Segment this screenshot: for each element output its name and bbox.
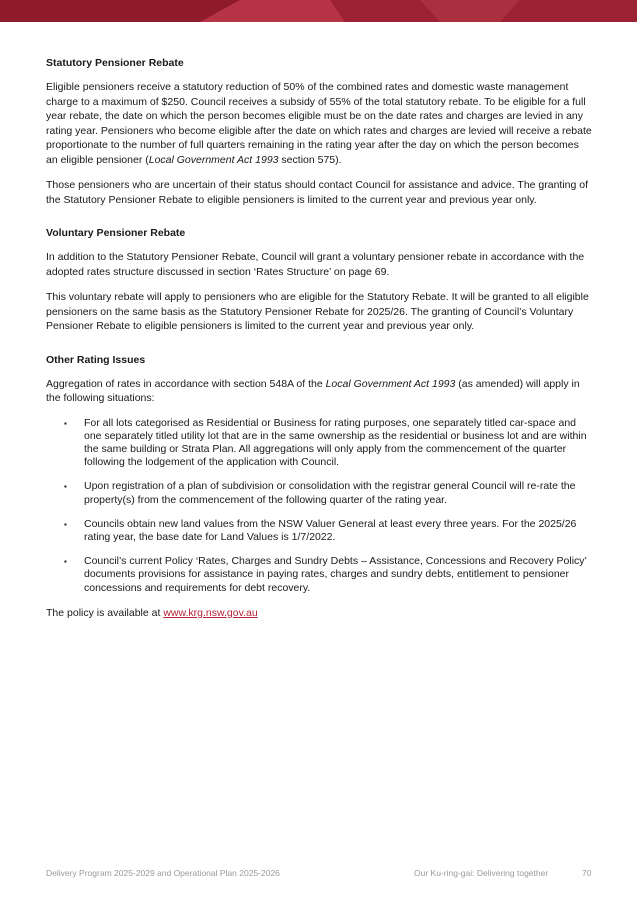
list-item: ▪ Upon registration of a plan of subdivision or consolidation with the registrar general Council will re-rate the property(s) from the commencement of the following quarter of the rating year. (64, 480, 576, 506)
list-item: ▪ Council’s current Policy ‘Rates, Charges and Sundry Debts – Assistance, Concessions and Recovery Policy’ documents provisions for assistance in paying rates, charges and sundry debts, entitlement to pensioner concessions and requirements for debt recovery. (64, 555, 587, 594)
header-banner (0, 0, 637, 22)
bullet-icon: ▪ (64, 557, 67, 567)
other-heading: Other Rating Issues (46, 353, 146, 366)
statutory-heading: Statutory Pensioner Rebate (46, 57, 184, 69)
bullet-icon: ▪ (64, 519, 67, 529)
other-intro: Aggregation of rates in accordance with section 548A of the Local Government Act 1993 (as amended) will apply in the following situations: (46, 377, 580, 404)
voluntary-paragraph-1: In addition to the Statutory Pensioner Rebate, Council will grant a voluntary pensioner rebate in accordance with the adopted rates structure discussed in section ‘Rates Structure’ on page 69. (46, 251, 585, 278)
voluntary-paragraph-2: This voluntary rebate will apply to pensioners who are eligible for the Statutory Rebate. It will be granted to all eligible pensioners on the same basis as the Statutory Pensioner Rebate for 2025/26. The granting of Council’s Voluntary Pensioner Rebate to eligible pensioners is limited to the current year and previous year only. (46, 291, 589, 332)
list-item: ▪ For all lots categorised as Residential or Business for rating purposes, one separately titled car-space and one separately titled utility lot that are in the same ownership as the residential or business lot and are within the same building or Strata Plan. All aggregations will only apply from the commencement of the quarter following the lodgement of the application with Council. (64, 416, 587, 469)
footer-tagline: Our Ku-ring-gai: Delivering together (414, 868, 549, 878)
aggregation-list (46, 417, 592, 595)
statutory-paragraph-1: Eligible pensioners receive a statutory reduction of 50% of the combined rates and domestic waste management charge to a maximum of $250. Council receives a subsidy of 55% of the total statutory rebate. To be eligible for a full year rebate, the date on which the person becomes eligible must be on the date rates and charges are levied in any rating year. Pensioners who become eligible after the date on which rates and charges are levied will receive a rebate proportionate to the number of full quarters remaining in the rating year after the day on which the person becomes an eligible pensioner (Local Government Act 1993 section 575). (46, 81, 592, 166)
policy-paragraph: The policy is available at www.krg.nsw.gov.au (46, 606, 258, 619)
voluntary-heading: Voluntary Pensioner Rebate (46, 227, 186, 239)
list-item: ▪ Councils obtain new land values from the NSW Valuer General at least every three years. For the 2025/26 rating year, the base date for Land Values is 1/7/2022. (64, 517, 577, 543)
statutory-paragraph-2: Those pensioners who are uncertain of their status should contact Council for assistance and advice. The granting of the Statutory Pensioner Rebate to eligible pensioners is limited to the current year and previous year only. (46, 179, 589, 206)
bullet-icon: ▪ (64, 482, 67, 492)
bullet-icon: ▪ (64, 418, 67, 428)
footer-document-title: Delivery Program 2025-2029 and Operational Plan 2025-2026 (46, 868, 280, 878)
page-number: 70 (582, 868, 592, 878)
policy-link[interactable]: www.krg.nsw.gov.au (163, 606, 258, 619)
page-content (46, 56, 592, 631)
